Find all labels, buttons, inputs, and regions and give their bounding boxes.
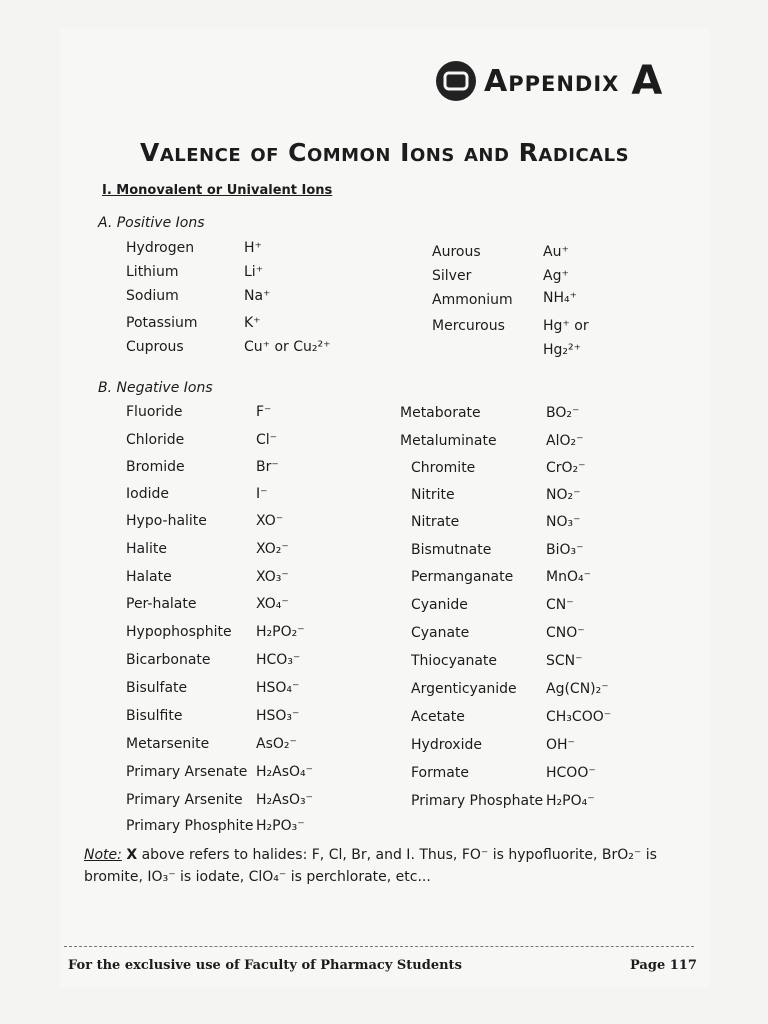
ion-formula: OH⁻ xyxy=(546,737,575,753)
ion-formula: Cl⁻ xyxy=(256,432,278,448)
ion-formula: AlO₂⁻ xyxy=(546,433,584,449)
ion-formula: XO⁻ xyxy=(256,513,284,529)
ion-name: Bismutnate xyxy=(411,542,492,558)
ion-name: Metaluminate xyxy=(400,433,497,449)
ion-name: Chloride xyxy=(126,432,185,448)
ion-name: Fluoride xyxy=(126,404,183,420)
ion-formula: Hg₂²⁺ xyxy=(543,342,582,358)
ion-formula: MnO₄⁻ xyxy=(546,569,591,585)
ion-formula: F⁻ xyxy=(256,404,272,420)
ion-name: Cuprous xyxy=(126,339,184,355)
ion-formula: H₂AsO₃⁻ xyxy=(256,792,314,808)
page-title: Valence of Common Ions and Radicals xyxy=(140,138,630,167)
page-number: Page 117 xyxy=(630,958,697,973)
ion-name: Aurous xyxy=(432,244,481,260)
ion-name: Potassium xyxy=(126,315,198,331)
ion-formula: Ag(CN)₂⁻ xyxy=(546,681,609,697)
ion-formula: I⁻ xyxy=(256,486,268,502)
ion-name: Per-halate xyxy=(126,596,197,612)
ion-formula: HCO₃⁻ xyxy=(256,652,301,668)
ion-name: Primary Arsenate xyxy=(126,764,248,780)
ion-formula: HSO₄⁻ xyxy=(256,680,300,696)
ion-formula: Na⁺ xyxy=(244,288,271,304)
footer-text: For the exclusive use of Faculty of Pharmacy Students xyxy=(68,958,462,973)
ion-formula: XO₃⁻ xyxy=(256,569,289,585)
ion-formula: XO₂⁻ xyxy=(256,541,289,557)
section-monovalent-heading: I. Monovalent or Univalent Ions xyxy=(102,183,333,198)
ion-formula: BiO₃⁻ xyxy=(546,542,584,558)
ion-formula: CrO₂⁻ xyxy=(546,460,586,476)
ion-name: Hypo-halite xyxy=(126,513,207,529)
ion-formula: BO₂⁻ xyxy=(546,405,580,421)
ion-formula: H₂PO₂⁻ xyxy=(256,624,305,640)
ion-formula: NO₂⁻ xyxy=(546,487,581,503)
ion-name: Nitrate xyxy=(411,514,460,530)
ion-name: Formate xyxy=(411,765,469,781)
note-text: above refers to halides: F, Cl, Br, and I. Thus, FO⁻ is hypofluorite, BrO₂⁻ is bromite, IO₃⁻ is iodate, ClO₄⁻ is perchlorate, etc... xyxy=(84,847,657,885)
ion-name: Primary Phosphate xyxy=(411,793,544,809)
ion-name: Primary Arsenite xyxy=(126,792,243,808)
ion-name: Primary Phosphite xyxy=(126,818,254,834)
ion-name: Cyanide xyxy=(411,597,468,613)
footer-divider xyxy=(64,946,694,947)
ion-name: Hydrogen xyxy=(126,240,195,256)
ion-formula: Hg⁺ or xyxy=(543,318,589,334)
ion-formula: H₂PO₄⁻ xyxy=(546,793,595,809)
ion-name: Acetate xyxy=(411,709,465,725)
ion-name: Silver xyxy=(432,268,472,284)
ion-formula: Au⁺ xyxy=(543,244,569,260)
note-label: Note: xyxy=(84,847,122,863)
ion-formula: Li⁺ xyxy=(244,264,264,280)
appendix-heading xyxy=(436,58,662,104)
ion-name: Argenticyanide xyxy=(411,681,517,697)
note-paragraph xyxy=(84,844,694,888)
appendix-letter: A xyxy=(631,58,663,104)
ion-formula: SCN⁻ xyxy=(546,653,583,669)
ion-name: Bromide xyxy=(126,459,185,475)
ion-formula: CH₃COO⁻ xyxy=(546,709,612,725)
ion-name: Metarsenite xyxy=(126,736,210,752)
ion-name: Chromite xyxy=(411,460,476,476)
ion-name: Cyanate xyxy=(411,625,470,641)
ion-name: Metaborate xyxy=(400,405,481,421)
ion-formula: AsO₂⁻ xyxy=(256,736,297,752)
positive-ions-heading: A. Positive Ions xyxy=(98,215,205,231)
ion-name: Bisulfate xyxy=(126,680,188,696)
ion-name: Bisulfite xyxy=(126,708,183,724)
ion-formula: CN⁻ xyxy=(546,597,574,613)
ion-name: Permanganate xyxy=(411,569,514,585)
appendix-word: Appendix xyxy=(484,63,620,99)
negative-ions-heading: B. Negative Ions xyxy=(98,380,213,396)
ion-name: Halate xyxy=(126,569,172,585)
ion-name: Sodium xyxy=(126,288,179,304)
ion-formula: H₂AsO₄⁻ xyxy=(256,764,314,780)
ion-name: Bicarbonate xyxy=(126,652,211,668)
ion-formula: K⁺ xyxy=(244,315,261,331)
ion-name: Thiocyanate xyxy=(411,653,497,669)
ion-formula: CNO⁻ xyxy=(546,625,585,641)
ion-formula: HCOO⁻ xyxy=(546,765,596,781)
ion-name: Halite xyxy=(126,541,167,557)
ion-formula: Ag⁺ xyxy=(543,268,569,284)
ion-name: Nitrite xyxy=(411,487,455,503)
ion-name: Hydroxide xyxy=(411,737,482,753)
note-x: X xyxy=(126,847,138,863)
ion-name: Lithium xyxy=(126,264,179,280)
appendix-badge-icon xyxy=(436,61,476,101)
ion-formula: H₂PO₃⁻ xyxy=(256,818,305,834)
ion-name: Iodide xyxy=(126,486,169,502)
ion-formula: NH₄⁺ xyxy=(543,290,578,306)
ion-name: Mercurous xyxy=(432,318,505,334)
ion-formula: Br⁻ xyxy=(256,459,279,475)
ion-name: Ammonium xyxy=(432,292,513,308)
ion-formula: XO₄⁻ xyxy=(256,596,289,612)
ion-formula: H⁺ xyxy=(244,240,262,256)
ion-formula: Cu⁺ or Cu₂²⁺ xyxy=(244,339,331,355)
ion-formula: HSO₃⁻ xyxy=(256,708,300,724)
ion-name: Hypophosphite xyxy=(126,624,232,640)
ion-formula: NO₃⁻ xyxy=(546,514,581,530)
